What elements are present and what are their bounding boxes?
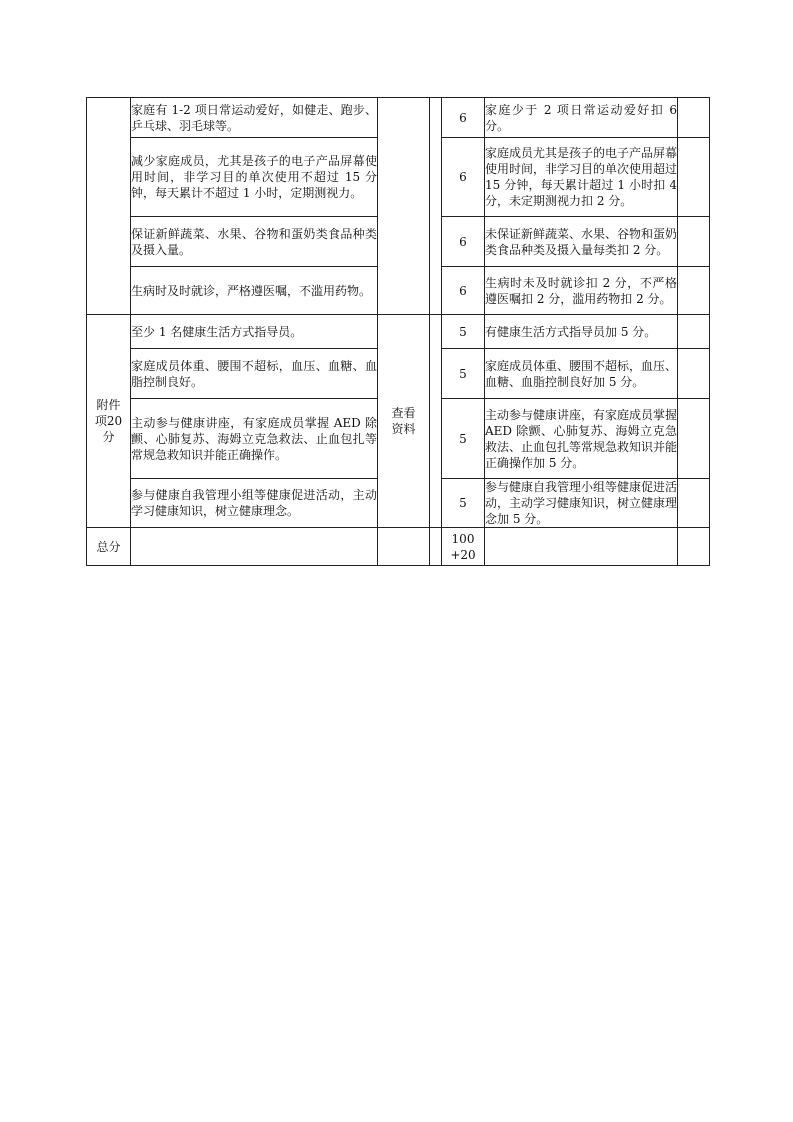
requirement-cell: 主动参与健康讲座，有家庭成员掌握 AED 除颤、心肺复苏、海姆立克急救法、止血包扎等常规急救知识并能正确操作。 [131, 399, 378, 479]
scoring-table [86, 97, 710, 566]
spacer-cell [430, 528, 442, 566]
points-cell: 6 [442, 138, 485, 217]
points-cell: 6 [442, 217, 485, 267]
points-cell: 5 [442, 399, 485, 479]
points-cell: 6 [442, 98, 485, 138]
standard-cell: 家庭成员尤其是孩子的电子产品屏幕使用时间，非学习目的单次使用超过 15 分钟，每天累计超过 1 小时扣 4 分，未定期测视力扣 2 分。 [485, 138, 678, 217]
score-cell [678, 98, 710, 138]
spacer-cell [430, 98, 442, 315]
standard-cell: 主动参与健康讲座，有家庭成员掌握 AED 除颤、心肺复苏、海姆立克急救法、止血包扎等常规急救知识并能正确操作加 5 分。 [485, 399, 678, 479]
standard-cell: 参与健康自我管理小组等健康促进活动，主动学习健康知识，树立健康理念加 5 分。 [485, 480, 678, 526]
score-cell [678, 528, 710, 566]
requirement-cell: 生病时及时就诊，严格遵医嘱，不滥用药物。 [131, 267, 378, 315]
score-cell [678, 479, 710, 528]
method-cell: 查看 资料 [378, 315, 430, 528]
standard-cell: 有健康生活方式指导员加 5 分。 [485, 315, 678, 349]
total-label: 总分 [87, 528, 131, 566]
requirement-cell: 参与健康自我管理小组等健康促进活动，主动学习健康知识，树立健康理念。 [131, 479, 378, 528]
score-cell [678, 315, 710, 349]
score-cell [678, 217, 710, 267]
requirement-cell: 家庭有 1-2 项日常运动爱好，如健走、跑步、乒乓球、羽毛球等。 [131, 98, 378, 138]
total-points: 100 +20 [442, 528, 485, 566]
points-cell: 5 [442, 479, 485, 528]
requirement-cell: 至少 1 名健康生活方式指导员。 [131, 315, 378, 349]
score-cell [678, 349, 710, 399]
score-cell [678, 267, 710, 315]
score-cell [678, 138, 710, 217]
standard-cell: 未保证新鲜蔬菜、水果、谷物和蛋奶类食品种类及摄入量每类扣 2 分。 [485, 217, 678, 267]
table-row [87, 98, 710, 138]
requirement-cell: 减少家庭成员，尤其是孩子的电子产品屏幕使用时间，非学习目的单次使用不超过 15 分钟，每天累计不超过 1 小时，定期测视力。 [131, 138, 378, 217]
spacer-cell [430, 315, 442, 528]
method-cell [378, 98, 430, 315]
score-cell [678, 399, 710, 479]
requirement-cell: 家庭成员体重、腰围不超标，血压、血糖、血脂控制良好。 [131, 349, 378, 399]
requirement-cell: 保证新鲜蔬菜、水果、谷物和蛋奶类食品种类及摄入量。 [131, 217, 378, 267]
category-cell [87, 98, 131, 315]
standard-cell: 家庭成员体重、腰围不超标，血压、血糖、血脂控制良好加 5 分。 [485, 349, 678, 399]
method-cell [378, 528, 430, 566]
points-cell: 5 [442, 315, 485, 349]
standard-cell: 家庭少于 2 项日常运动爱好扣 6 分。 [485, 98, 678, 138]
table-row [87, 315, 710, 349]
points-cell: 5 [442, 349, 485, 399]
standard-cell [485, 528, 678, 566]
standard-cell: 生病时未及时就诊扣 2 分，不严格遵医嘱扣 2 分，滥用药物扣 2 分。 [485, 267, 678, 315]
bonus-category-cell: 附件 项20 分 [87, 315, 131, 528]
requirement-cell [131, 528, 378, 566]
points-cell: 6 [442, 267, 485, 315]
total-row [87, 528, 710, 566]
